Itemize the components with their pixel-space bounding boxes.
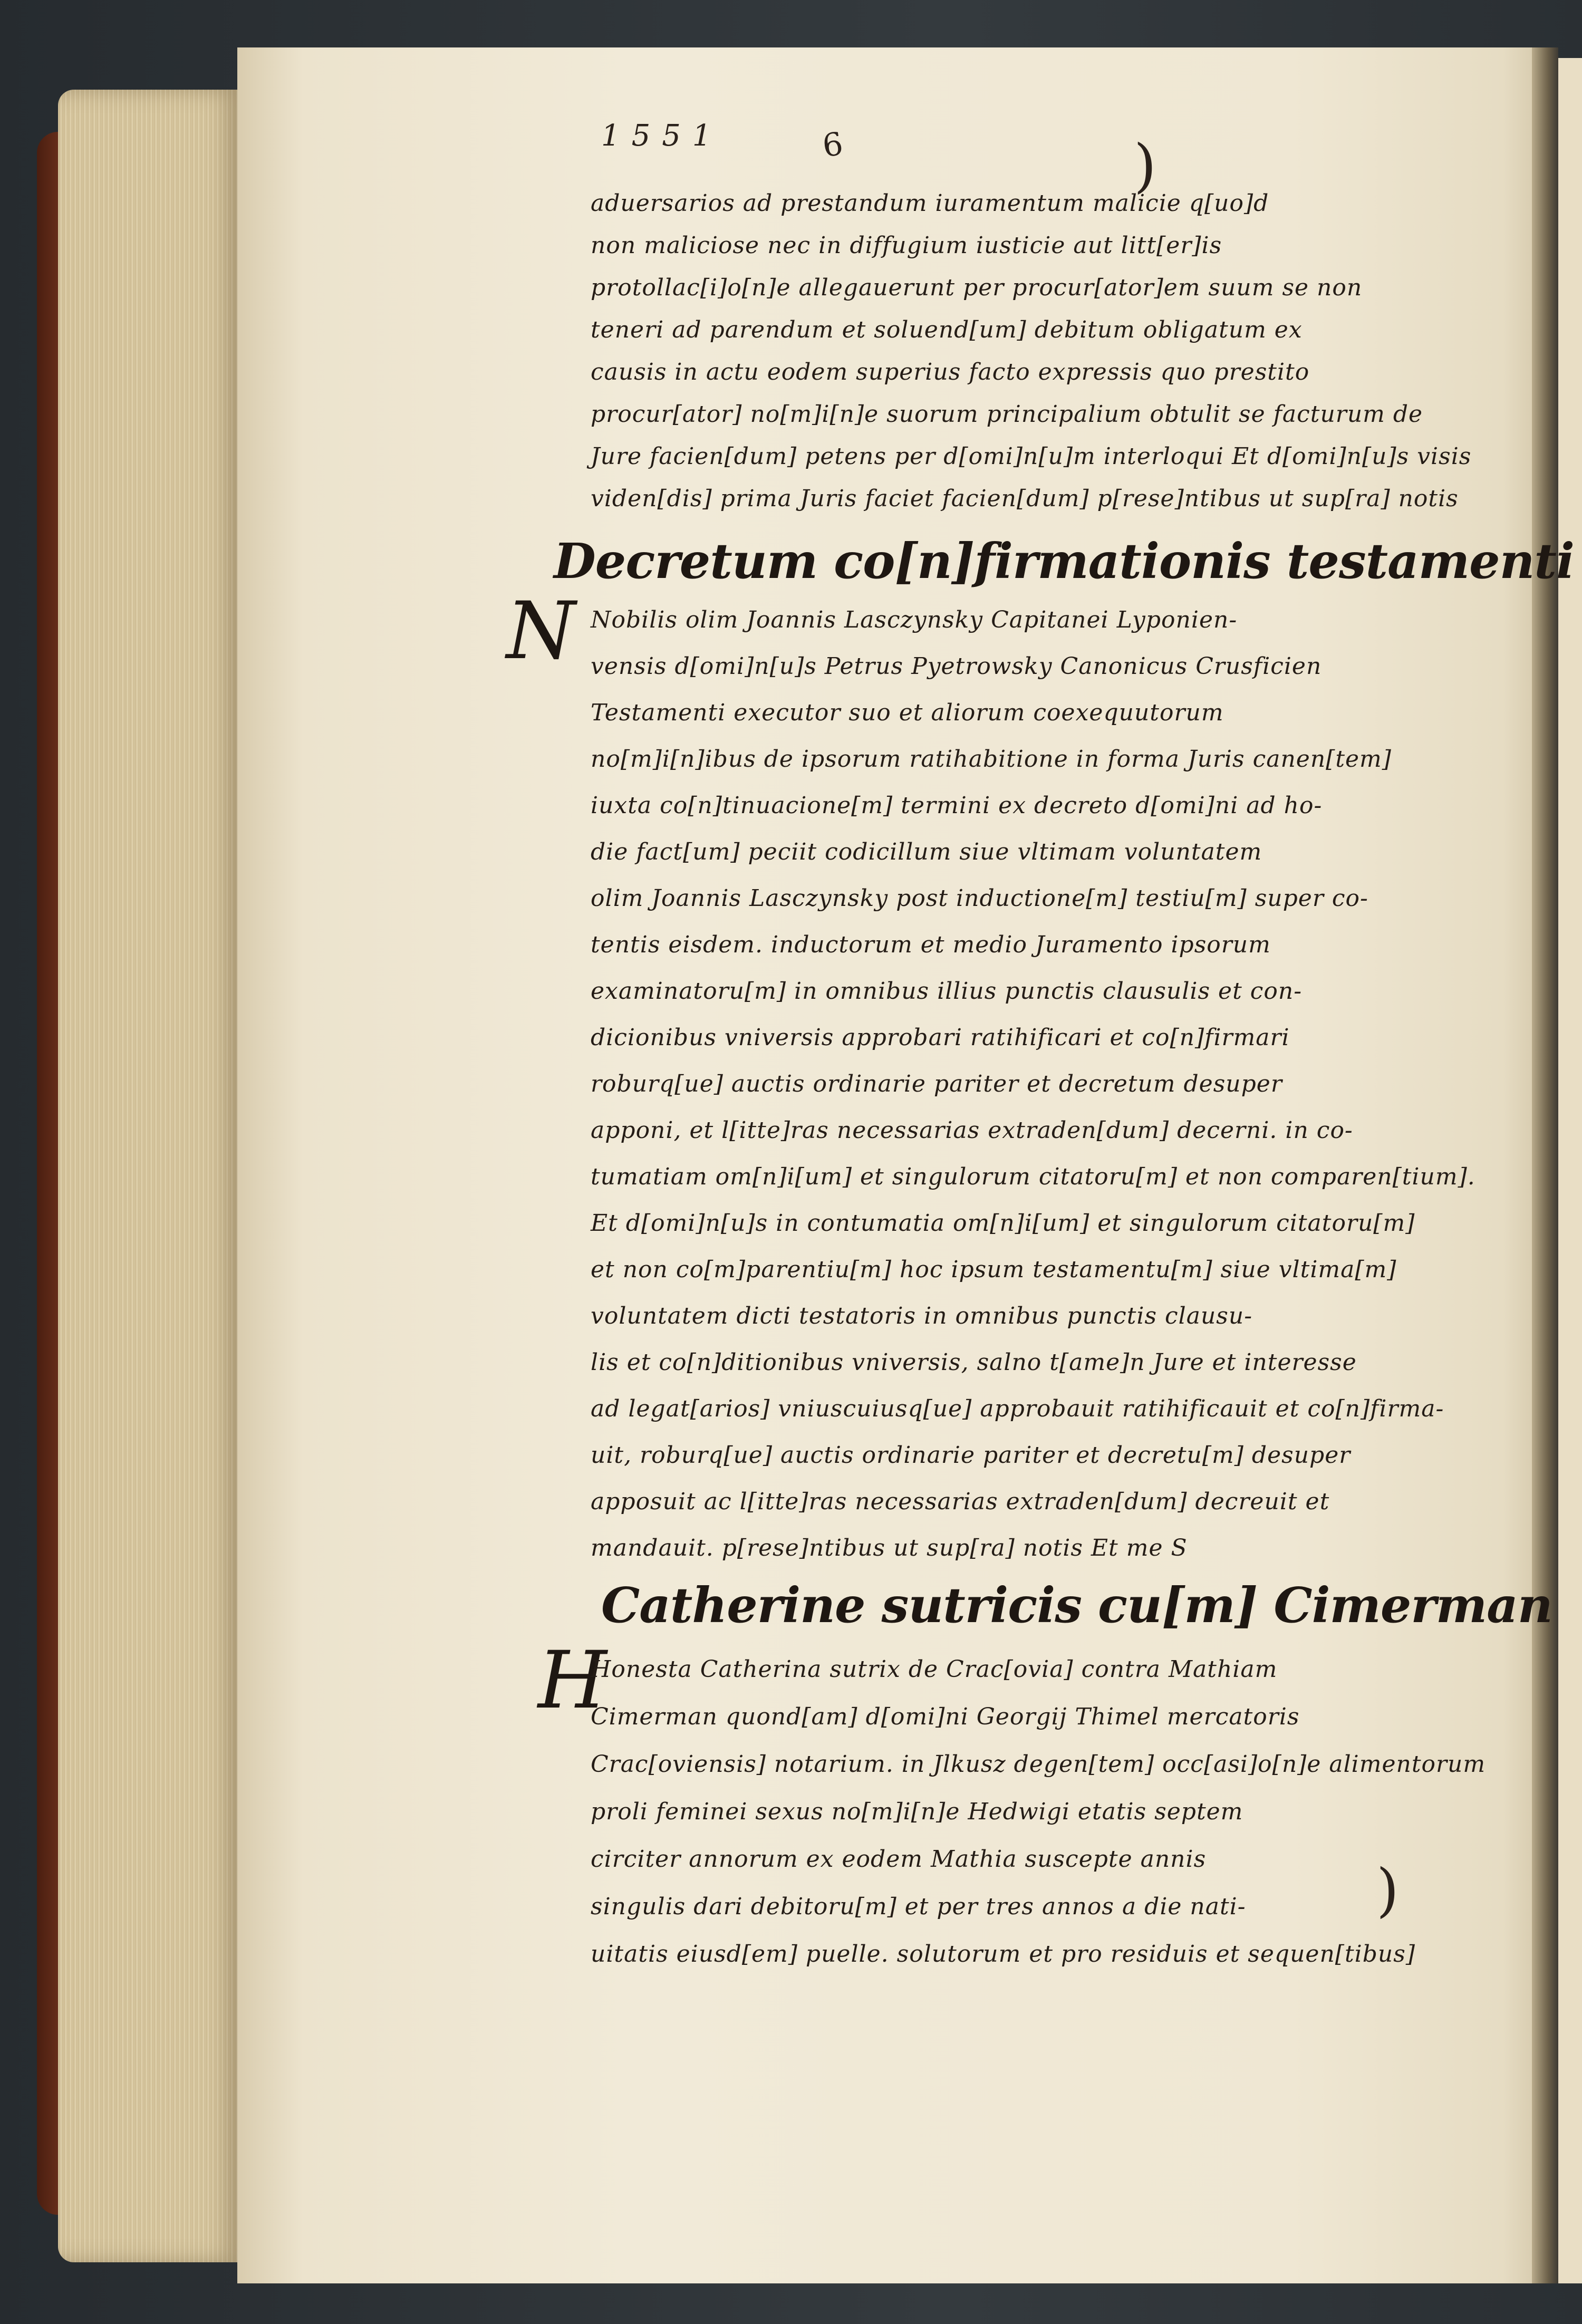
section-heading-decretum: Decretum co[n]firmationis testamenti — [554, 533, 1574, 590]
margin-bracket-mark: ) — [1376, 1856, 1399, 1924]
text-line: apponi, et l[itte]ras necessarias extraden[dum] decerni. in co- — [591, 1117, 1353, 1144]
text-line: no[m]i[n]ibus de ipsorum ratihabitione in forma Juris canen[tem] — [591, 746, 1392, 773]
text-line: dicionibus vniversis approbari ratihificari et co[n]firmari — [591, 1024, 1290, 1051]
text-line: iuxta co[n]tinuacione[m] termini ex decreto d[omi]ni ad ho- — [591, 792, 1323, 819]
text-line: lis et co[n]ditionibus vniversis, salno t[ame]n Jure et interesse — [591, 1349, 1357, 1376]
text-line: uitatis eiusd[em] puelle. solutorum et pro residuis et sequen[tibus] — [591, 1941, 1415, 1968]
decorated-initial: H — [538, 1635, 607, 1727]
text-line: voluntatem dicti testatoris in omnibus punctis clausu- — [591, 1303, 1253, 1329]
text-line: non maliciose nec in diffugium iusticie aut litt[er]is — [591, 232, 1222, 259]
text-line: mandauit. p[rese]ntibus ut sup[ra] notis Et me S — [591, 1535, 1188, 1561]
text-line: singulis dari debitoru[m] et per tres annos a die nati- — [591, 1893, 1246, 1920]
folio-mark: 6 — [820, 125, 845, 165]
text-line: Jure facien[dum] petens per d[omi]n[u]m interloqui Et d[omi]n[u]s visis — [591, 443, 1472, 470]
page-edges — [58, 90, 243, 2262]
decorated-initial: N — [506, 585, 576, 677]
text-line: Crac[oviensis] notarium. in Jlkusz degen[tem] occ[asi]o[n]e alimentorum — [591, 1751, 1486, 1778]
text-line: protollac[i]o[n]e allegauerunt per procur[ator]em suum se non — [591, 274, 1363, 301]
text-line: apposuit ac l[itte]ras necessarias extraden[dum] decreuit et — [591, 1488, 1330, 1515]
text-line: causis in actu eodem superius facto expressis quo prestito — [591, 359, 1310, 385]
text-line: tumatiam om[n]i[um] et singulorum citatoru[m] et non comparen[tium]. — [591, 1163, 1475, 1190]
text-line: proli feminei sexus no[m]i[n]e Hedwigi etatis septem — [591, 1798, 1243, 1825]
text-line: olim Joannis Lasczynsky post inductione[m] testiu[m] super co- — [591, 885, 1368, 912]
text-line: Cimerman quond[am] d[omi]ni Georgij Thimel mercatoris — [591, 1703, 1300, 1730]
text-line: examinatoru[m] in omnibus illius punctis clausulis et con- — [591, 978, 1303, 1005]
text-line: Et d[omi]n[u]s in contumatia om[n]i[um] et singulorum citatoru[m] — [591, 1210, 1415, 1237]
text-line: die fact[um] peciit codicillum siue vltimam voluntatem — [591, 838, 1262, 865]
text-line: roburq[ue] auctis ordinarie pariter et decretum desuper — [591, 1071, 1282, 1097]
section-heading-catherine: Catherine sutricis cu[m] Cimerman — [601, 1577, 1552, 1634]
text-line: ad legat[arios] vniuscuiusq[ue] approbauit ratihificauit et co[n]firma- — [591, 1395, 1444, 1422]
text-line: viden[dis] prima Juris faciet facien[dum] p[rese]ntibus ut sup[ra] notis — [591, 485, 1459, 512]
text-line: aduersarios ad prestandum iuramentum malicie q[uo]d — [591, 190, 1269, 217]
text-line: Testamenti executor suo et aliorum coexequutorum — [591, 699, 1224, 726]
text-line: teneri ad parendum et soluend[um] debitum obligatum ex — [591, 316, 1303, 343]
text-line: Honesta Catherina sutrix de Crac[ovia] contra Mathiam — [591, 1656, 1278, 1683]
text-line: procur[ator] no[m]i[n]e suorum principalium obtulit se facturum de — [591, 401, 1423, 428]
margin-bracket-mark: ) — [1134, 132, 1156, 199]
book-gutter — [1532, 47, 1558, 2283]
text-line: tentis eisdem. inductorum et medio Juramento ipsorum — [591, 931, 1271, 958]
text-line: uit, roburq[ue] auctis ordinarie pariter et decretu[m] desuper — [591, 1442, 1351, 1469]
text-line: vensis d[omi]n[u]s Petrus Pyetrowsky Canonicus Crusficien — [591, 653, 1322, 680]
text-line: et non co[m]parentiu[m] hoc ipsum testamentu[m] siue vltima[m] — [591, 1256, 1397, 1283]
text-line: circiter annorum ex eodem Mathia suscepte annis — [591, 1846, 1207, 1873]
page-year: 1551 — [601, 119, 723, 153]
opposite-page-edge — [1558, 58, 1582, 2283]
text-line: Nobilis olim Joannis Lasczynsky Capitanei Lyponien- — [591, 606, 1238, 633]
